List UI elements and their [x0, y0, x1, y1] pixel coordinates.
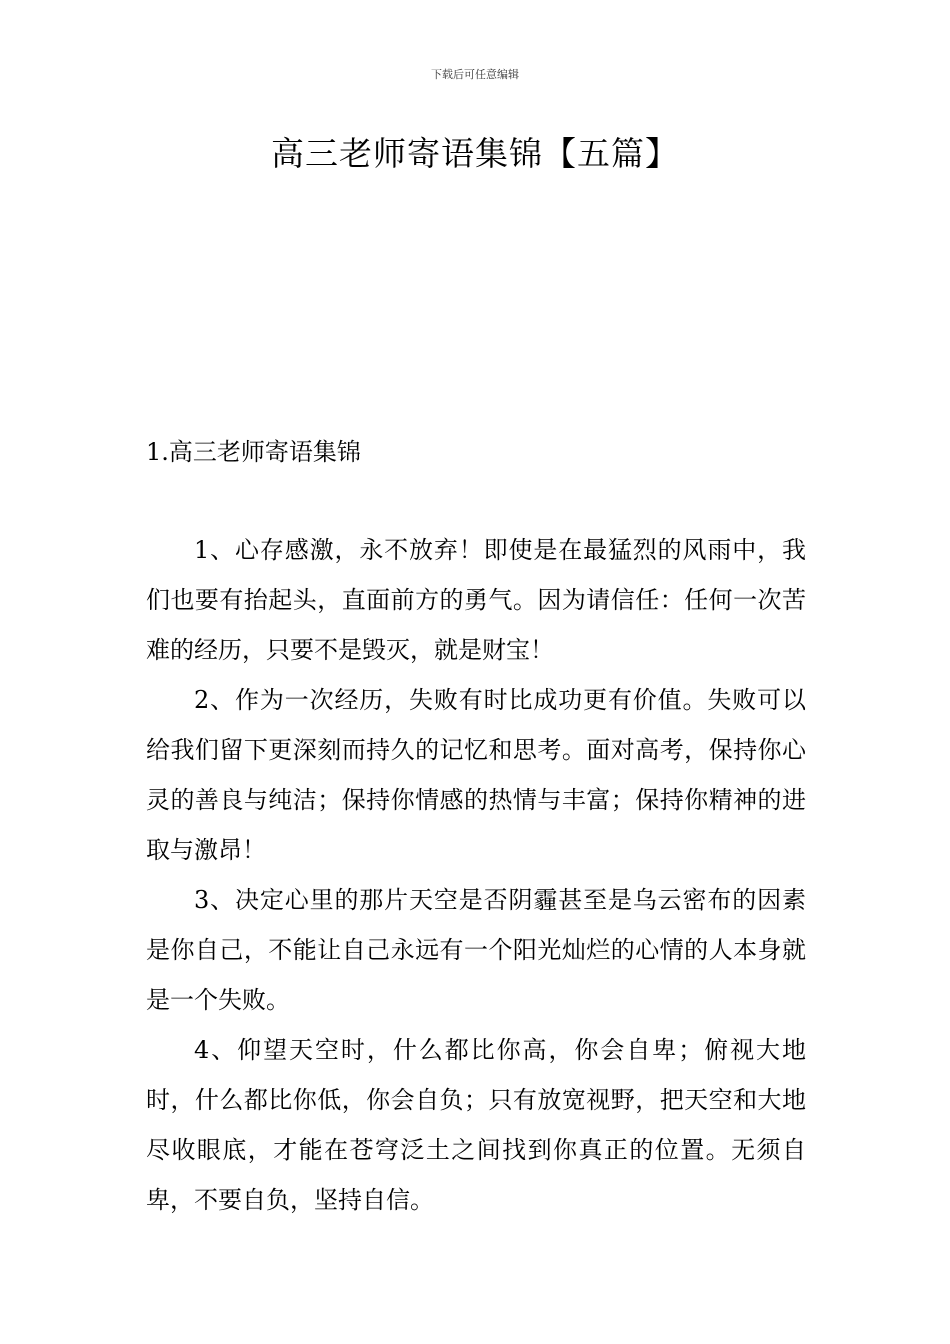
header-note: 下载后可任意编辑 [431, 68, 519, 81]
document-title: 高三老师寄语集锦【五篇】 [271, 134, 679, 173]
paragraph-3: 3、决定心里的那片天空是否阴霾甚至是乌云密布的因素是你自己，不能让自己永远有一个阳光灿烂的心情的人本身就是一个失败。 [146, 886, 806, 1014]
paragraph-1: 1、心存感激，永不放弃！即使是在最猛烈的风雨中，我们也要有抬起头，直面前方的勇气。因为请信任：任何一次苦难的经历，只要不是毁灭，就是财宝！ [146, 536, 806, 664]
paragraph-2: 2、作为一次经历，失败有时比成功更有价值。失败可以给我们留下更深刻而持久的记忆和思考。面对高考，保持你心灵的善良与纯洁；保持你情感的热情与丰富；保持你精神的进取与激昂！ [146, 686, 806, 864]
paragraph-4: 4、仰望天空时，什么都比你高，你会自卑；俯视大地时，什么都比你低，你会自负；只有放宽视野，把天空和大地尽收眼底，才能在苍穹泛土之间找到你真正的位置。无须自卑，不要自负，坚持自信。 [146, 1036, 806, 1214]
section-heading: 1.高三老师寄语集锦 [146, 438, 361, 466]
body-text [146, 525, 806, 1225]
